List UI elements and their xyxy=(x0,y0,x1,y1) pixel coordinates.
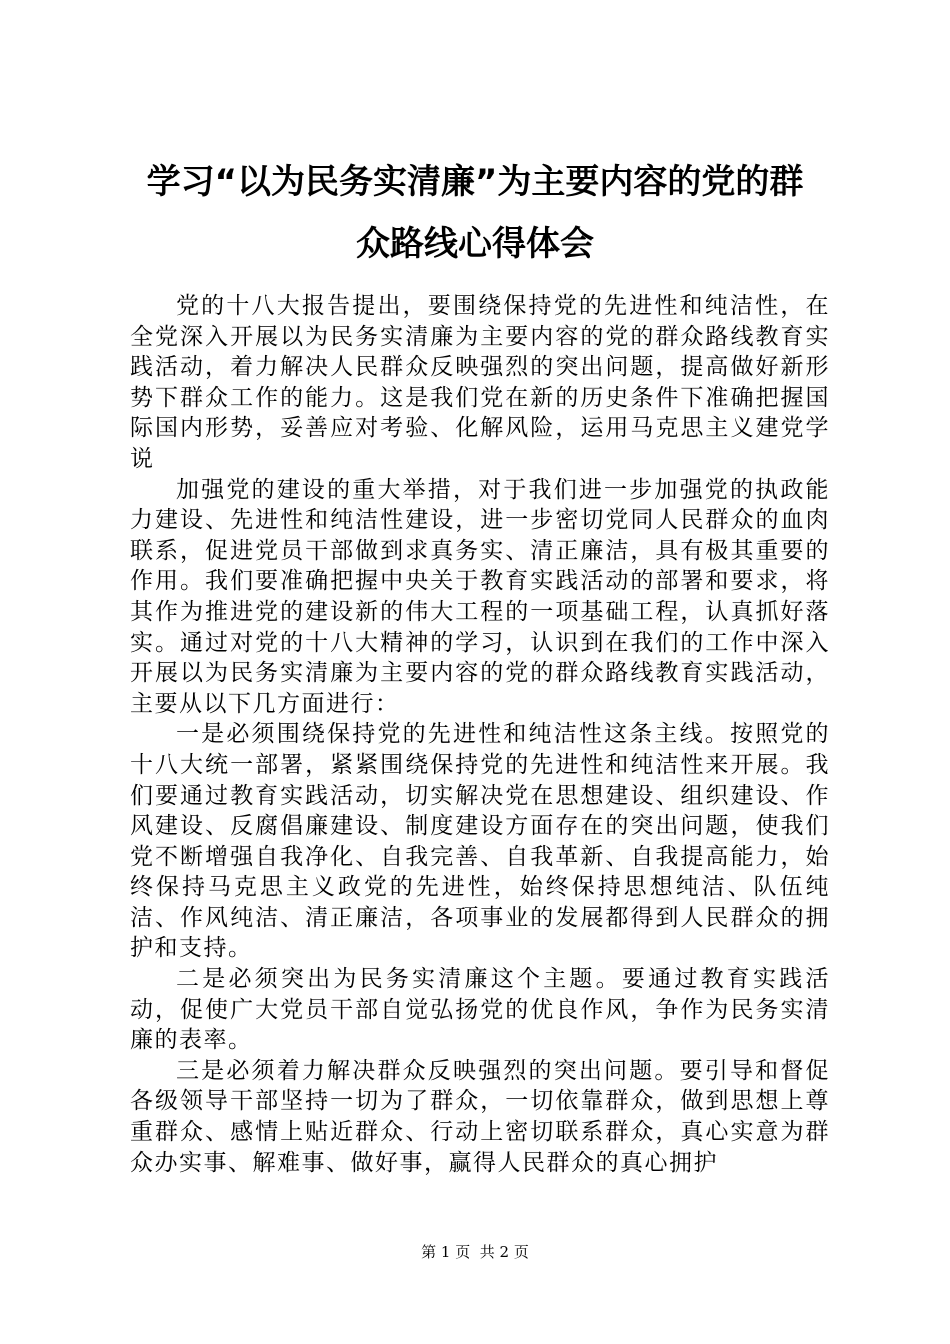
document-title-line-2: 众路线心得体会 xyxy=(356,224,594,264)
document-title-line-1: 学习“以为民务实清廉”为主要内容的党的群 xyxy=(146,162,804,202)
paragraph-5: 三是必须着力解决群众反映强烈的突出问题。要引导和督促各级领导干部坚持一切为了群众，一切依靠群众，做到思想上尊重群众、感情上贴近群众、行动上密切联系群众，真心实意为群众办实事、解难事、做好事，赢得人民群众的真心拥护 xyxy=(130,1057,830,1176)
page-total: 共 2 页 xyxy=(479,1243,529,1261)
paragraph-3: 一是必须围绕保持党的先进性和纯洁性这条主线。按照党的十八大统一部署，紧紧围绕保持党的先进性和纯洁性来开展。我们要通过教育实践活动，切实解决党在思想建设、组织建设、作风建设、反腐倡廉建设、制度建设方面存在的突出问题，使我们党不断增强自我净化、自我完善、自我革新、自我提高能力，始终保持马克思主义政党的先进性，始终保持思想纯洁、队伍纯洁、作风纯洁、清正廉洁，各项事业的发展都得到人民群众的拥护和支持。 xyxy=(130,721,830,962)
paragraph-2: 加强党的建设的重大举措，对于我们进一步加强党的执政能力建设、先进性和纯洁性建设，进一步密切党同人民群众的血肉联系，促进党员干部做到求真务实、清正廉洁，具有极其重要的作用。我们要准确把握中央关于教育实践活动的部署和要求，将其作为推进党的建设新的伟大工程的一项基础工程，认真抓好落实。通过对党的十八大精神的学习，认识到在我们的工作中深入开展以为民务实清廉为主要内容的党的群众路线教育实践活动，主要从以下几方面进行： xyxy=(130,476,830,717)
paragraph-1: 党的十八大报告提出，要围绕保持党的先进性和纯洁性，在全党深入开展以为民务实清廉为主要内容的党的群众路线教育实践活动，着力解决人民群众反映强烈的突出问题，提高做好新形势下群众工作的能力。这是我们党在新的历史条件下准确把握国际国内形势，妥善应对考验、化解风险，运用马克思主义建党学说 xyxy=(130,293,830,472)
document-body xyxy=(130,291,830,1178)
page-number: 第 1 页 xyxy=(421,1243,471,1261)
paragraph-4: 二是必须突出为民务实清廉这个主题。要通过教育实践活动，促使广大党员干部自觉弘扬党的优良作风，争作为民务实清廉的表率。 xyxy=(130,966,830,1054)
page-footer xyxy=(0,1242,950,1262)
